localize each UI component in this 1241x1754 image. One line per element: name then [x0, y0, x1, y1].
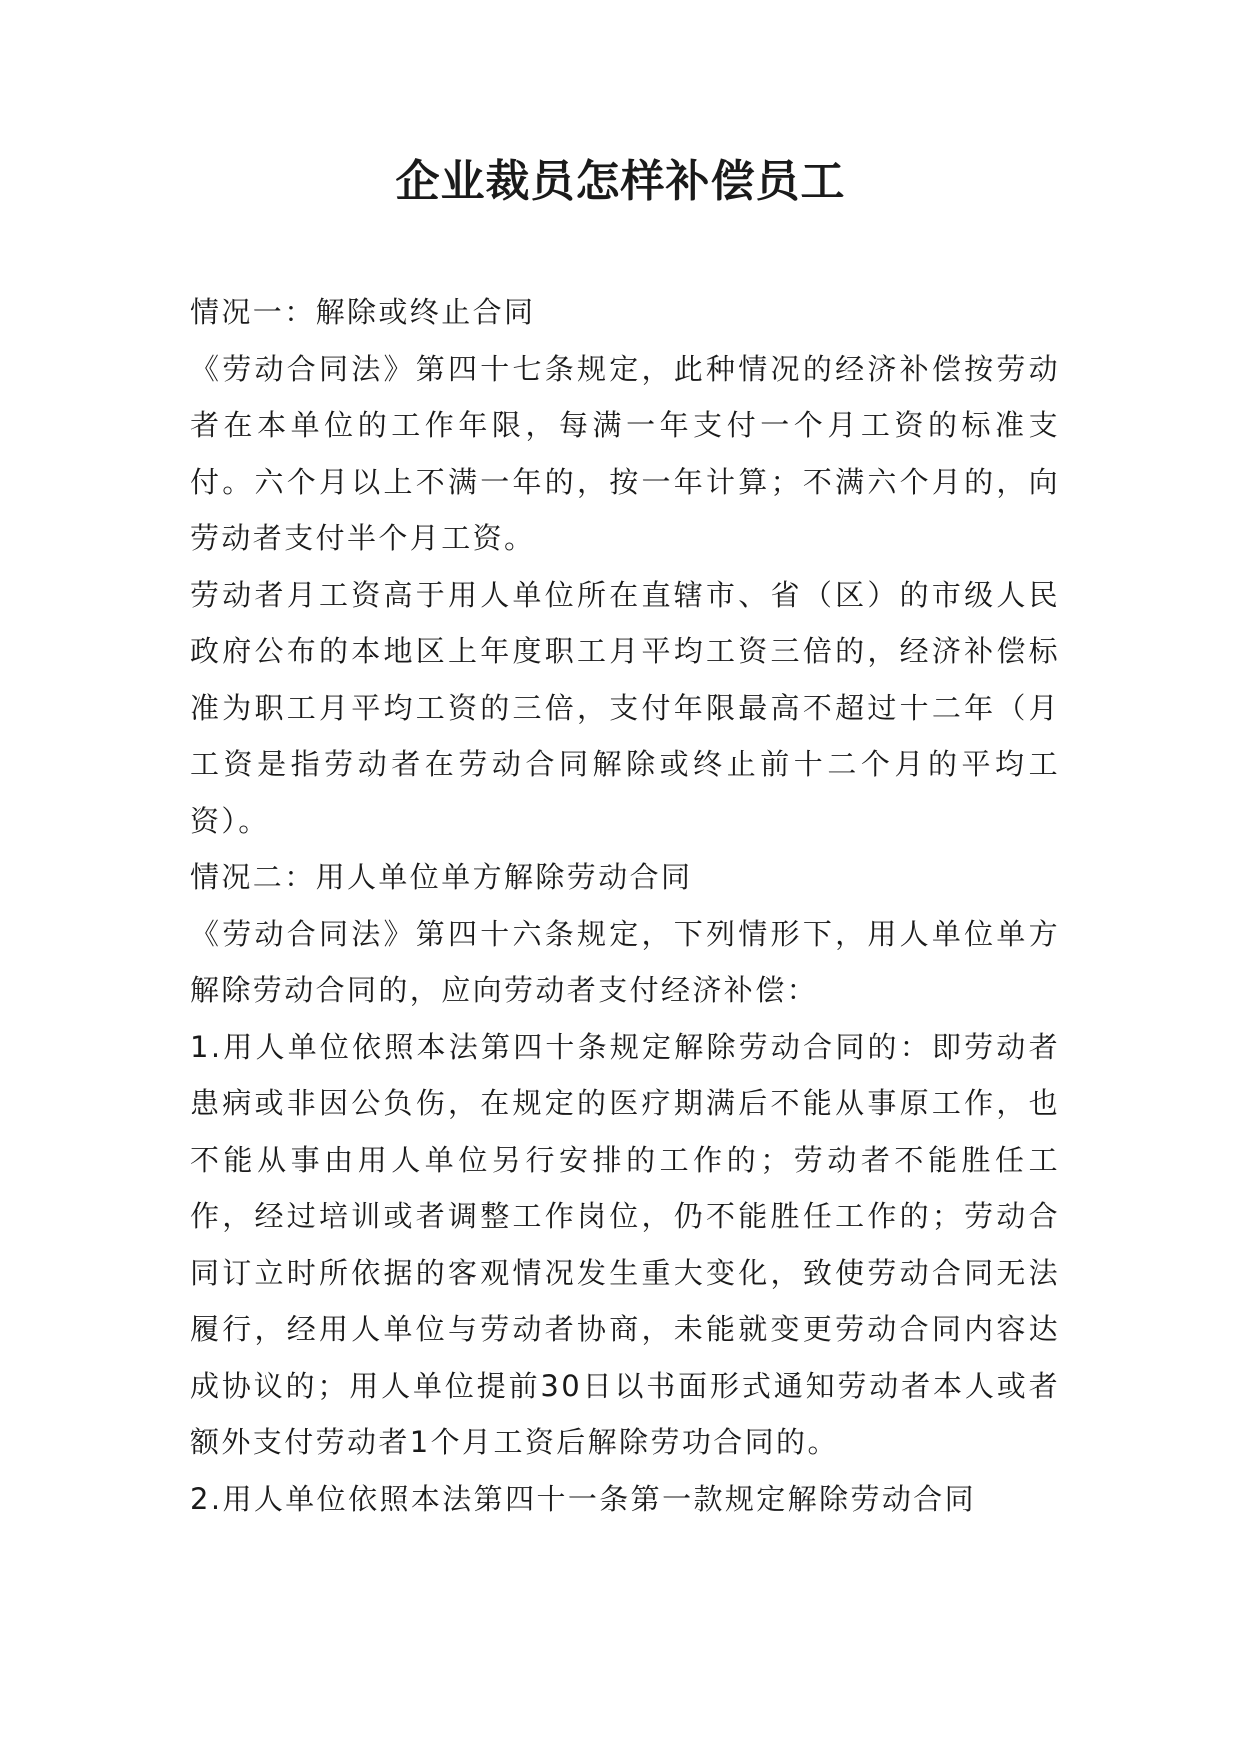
document-body — [190, 284, 1060, 1527]
paragraph: 《劳动合同法》第四十六条规定，下列情形下，用人单位单方解除劳动合同的，应向劳动者支付经济补偿： — [190, 916, 1060, 1007]
paragraph: 劳动者月工资高于用人单位所在直辖市、省（区）的市级人民政府公布的本地区上年度职工月平均工资三倍的，经济补偿标准为职工月平均工资的三倍，支付年限最高不超过十二年（月工资是指劳动者在劳动合同解除或终止前十二个月的平均工资）。 — [190, 577, 1060, 838]
list-item: 1.用人单位依照本法第四十条规定解除劳动合同的：即劳动者患病或非因公负伤，在规定的医疗期满后不能从事原工作，也不能从事由用人单位另行安排的工作的；劳动者不能胜任工作，经过培训或者调整工作岗位，仍不能胜任工作的；劳动合同订立时所依据的客观情况发生重大变化，致使劳动合同无法履行，经用人单位与劳动者协商，未能就变更劳动合同内容达成协议的；用人单位提前30日以书面形式通知劳动者本人或者额外支付劳动者1个月工资后解除劳功合同的。 — [190, 1029, 1060, 1459]
section-heading: 情况一：解除或终止合同 — [190, 295, 536, 329]
document-title: 企业裁员怎样补偿员工 — [395, 156, 846, 207]
list-item: 2.用人单位依照本法第四十一条第一款规定解除劳动合同 — [190, 1481, 977, 1516]
paragraph: 《劳动合同法》第四十七条规定，此种情况的经济补偿按劳动者在本单位的工作年限，每满一年支付一个月工资的标准支付。六个月以上不满一年的，按一年计算；不满六个月的，向劳动者支付半个月工资。 — [190, 351, 1060, 555]
section-heading: 情况二：用人单位单方解除劳动合同 — [190, 860, 693, 894]
